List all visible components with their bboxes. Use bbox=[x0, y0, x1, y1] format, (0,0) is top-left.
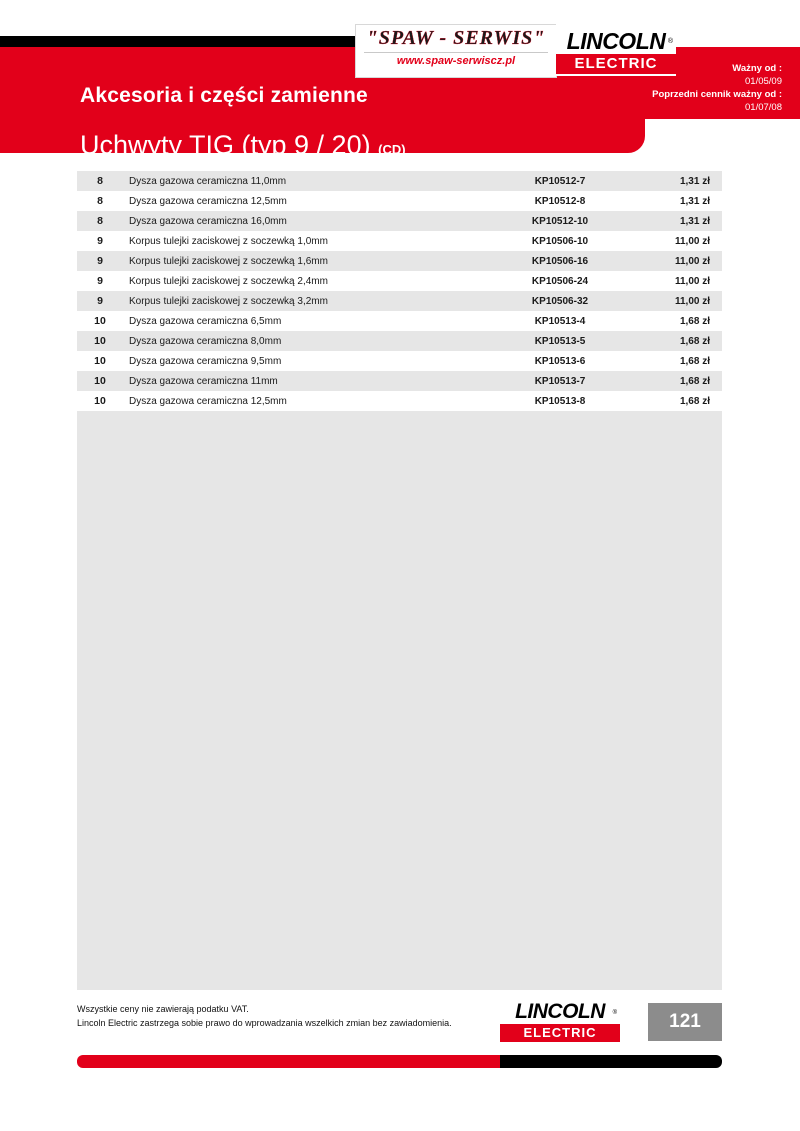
table-row bbox=[77, 311, 722, 331]
cell-description: Korpus tulejki zaciskowej z soczewką 1,0mm bbox=[129, 235, 328, 247]
cell-position: 10 bbox=[94, 315, 106, 327]
cell-description: Dysza gazowa ceramiczna 9,5mm bbox=[129, 355, 282, 367]
table-row bbox=[77, 291, 722, 311]
cell-product-code: KP10506-16 bbox=[531, 255, 589, 267]
table-row bbox=[77, 331, 722, 351]
cell-price: 1,68 zł bbox=[679, 355, 710, 367]
cell-product-code: KP10506-10 bbox=[531, 235, 589, 247]
table-row bbox=[77, 251, 722, 271]
electric-wordmark: ELECTRIC bbox=[556, 54, 676, 74]
previous-price-list-date: 01/07/08 bbox=[745, 102, 782, 113]
cell-product-code: KP10512-7 bbox=[534, 175, 586, 187]
spaw-serwis-logo bbox=[355, 24, 557, 78]
footer-red-bar bbox=[77, 1055, 507, 1068]
cell-price: 1,68 zł bbox=[679, 375, 710, 387]
footer-lincoln-wordmark: LINCOLN bbox=[515, 1000, 605, 1023]
registered-trademark-icon: ® bbox=[667, 38, 673, 45]
footer-registered-trademark-icon: ® bbox=[612, 1010, 617, 1016]
cell-product-code: KP10506-32 bbox=[531, 295, 589, 307]
footer-note-line-2: Lincoln Electric zastrzega sobie prawo do wprowadzania wszelkich zmian bez zawiadomienia. bbox=[77, 1018, 452, 1028]
cell-position: 10 bbox=[94, 375, 106, 387]
cell-position: 9 bbox=[97, 295, 103, 307]
cell-price: 1,31 zł bbox=[679, 215, 710, 227]
table-row bbox=[77, 211, 722, 231]
spaw-serwis-name: "SPAW - SERWIS" bbox=[366, 27, 546, 49]
cell-price: 1,68 zł bbox=[679, 315, 710, 327]
cell-product-code: KP10513-4 bbox=[534, 315, 586, 327]
left-red-strip bbox=[0, 47, 18, 153]
footer-black-bar bbox=[500, 1055, 722, 1068]
table-row bbox=[77, 191, 722, 211]
cell-description: Dysza gazowa ceramiczna 12,5mm bbox=[129, 195, 287, 207]
category-title: Akcesoria i części zamienne bbox=[80, 84, 368, 107]
cell-price: 1,68 zł bbox=[679, 335, 710, 347]
table-row bbox=[77, 271, 722, 291]
cell-description: Dysza gazowa ceramiczna 12,5mm bbox=[129, 395, 287, 407]
table-row bbox=[77, 391, 722, 411]
cell-position: 9 bbox=[97, 255, 103, 267]
cell-position: 9 bbox=[97, 235, 103, 247]
product-table bbox=[77, 171, 722, 411]
cell-description: Korpus tulejki zaciskowej z soczewką 3,2mm bbox=[129, 295, 328, 307]
footer-note-line-1: Wszystkie ceny nie zawierają podatku VAT. bbox=[77, 1004, 249, 1014]
lincoln-wordmark: LINCOLN bbox=[566, 28, 666, 54]
cell-description: Korpus tulejki zaciskowej z soczewką 2,4mm bbox=[129, 275, 328, 287]
cell-position: 10 bbox=[94, 355, 106, 367]
cell-price: 11,00 zł bbox=[674, 235, 710, 247]
cell-product-code: KP10513-6 bbox=[534, 355, 586, 367]
cell-description: Dysza gazowa ceramiczna 16,0mm bbox=[129, 215, 287, 227]
lincoln-electric-logo bbox=[556, 24, 676, 76]
cell-product-code: KP10513-7 bbox=[534, 375, 586, 387]
cell-position: 8 bbox=[97, 175, 103, 187]
valid-from-label: Ważny od : bbox=[732, 63, 782, 74]
footer-disclaimer bbox=[77, 1002, 452, 1030]
page-header bbox=[0, 18, 800, 160]
footer-electric-wordmark: ELECTRIC bbox=[500, 1024, 620, 1042]
cell-price: 11,00 zł bbox=[674, 275, 710, 287]
cell-position: 9 bbox=[97, 275, 103, 287]
footer-lincoln-logo bbox=[500, 1000, 620, 1044]
cell-product-code: KP10513-8 bbox=[534, 395, 586, 407]
cell-product-code: KP10512-10 bbox=[531, 215, 589, 227]
page-title-text: Uchwyty TIG (typ 9 / 20) bbox=[80, 130, 371, 160]
cell-price: 11,00 zł bbox=[674, 255, 710, 267]
page-title-suffix: (CD) bbox=[378, 142, 406, 157]
cell-description: Dysza gazowa ceramiczna 11mm bbox=[129, 375, 278, 387]
spaw-divider bbox=[364, 52, 548, 53]
cell-position: 8 bbox=[97, 215, 103, 227]
table-row bbox=[77, 231, 722, 251]
previous-price-list-label: Poprzedni cennik ważny od : bbox=[652, 89, 782, 100]
cell-product-code: KP10512-8 bbox=[534, 195, 586, 207]
spaw-serwis-url: www.spaw-serwiscz.pl bbox=[396, 55, 516, 67]
content-background-panel bbox=[77, 411, 722, 990]
cell-price: 11,00 zł bbox=[674, 295, 710, 307]
valid-from-date: 01/05/09 bbox=[745, 76, 782, 87]
cell-description: Dysza gazowa ceramiczna 11,0mm bbox=[129, 175, 287, 187]
cell-position: 8 bbox=[97, 195, 103, 207]
cell-product-code: KP10506-24 bbox=[531, 275, 589, 287]
page-title bbox=[80, 130, 406, 161]
cell-price: 1,68 zł bbox=[679, 395, 710, 407]
cell-price: 1,31 zł bbox=[679, 195, 710, 207]
cell-description: Dysza gazowa ceramiczna 6,5mm bbox=[129, 315, 282, 327]
table-row bbox=[77, 351, 722, 371]
page-number-badge: 121 bbox=[648, 1003, 722, 1041]
cell-position: 10 bbox=[94, 395, 106, 407]
cell-position: 10 bbox=[94, 335, 106, 347]
cell-description: Korpus tulejki zaciskowej z soczewką 1,6mm bbox=[129, 255, 328, 267]
cell-description: Dysza gazowa ceramiczna 8,0mm bbox=[129, 335, 282, 347]
table-row bbox=[77, 371, 722, 391]
cell-product-code: KP10513-5 bbox=[534, 335, 586, 347]
cell-price: 1,31 zł bbox=[679, 175, 710, 187]
table-row bbox=[77, 171, 722, 191]
